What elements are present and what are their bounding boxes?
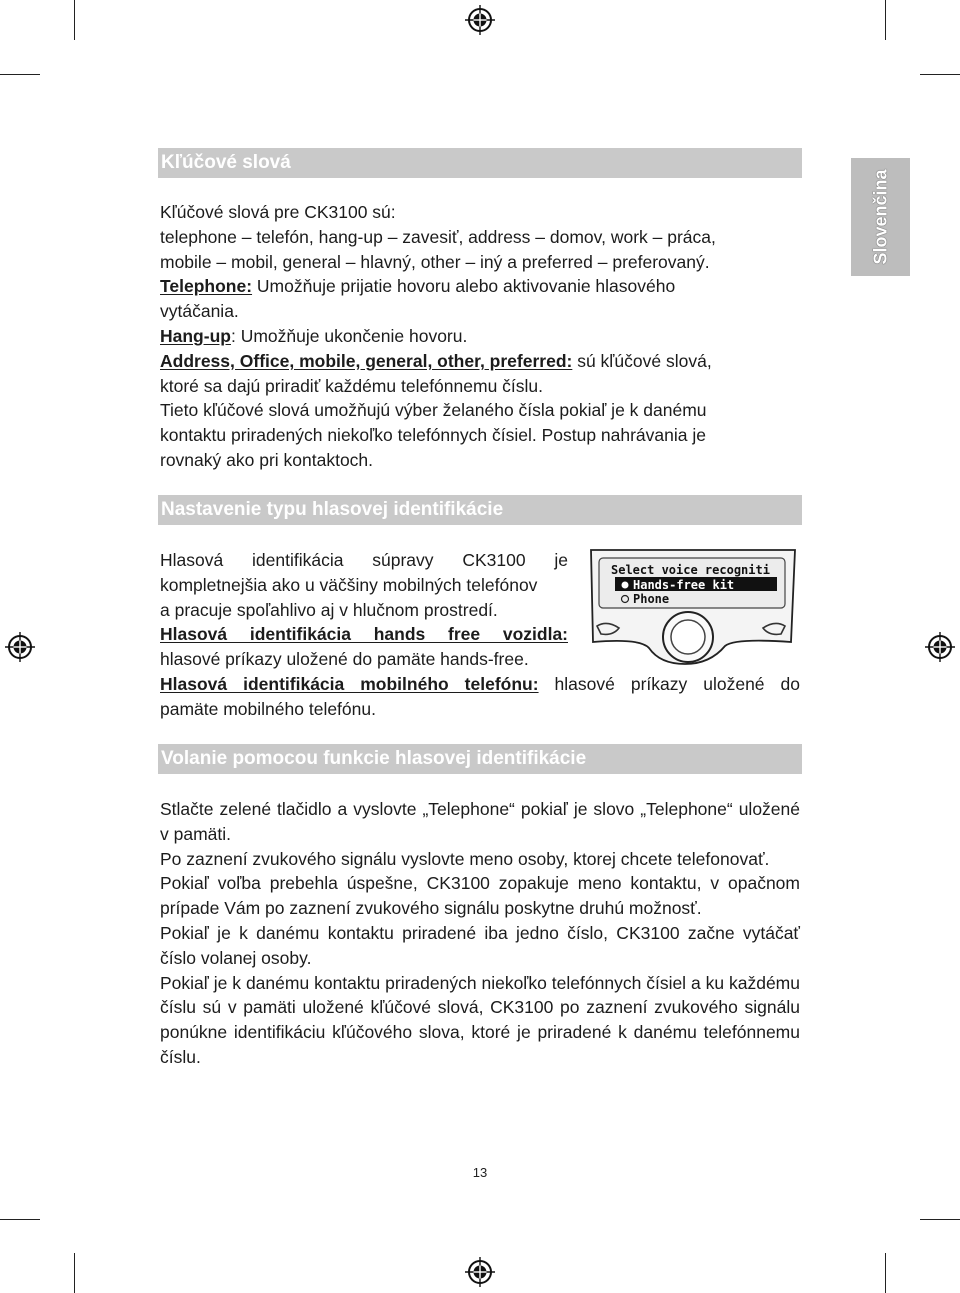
voice-type-text-continued (160, 672, 800, 722)
text-line: pamäte mobilného telefónu. (160, 698, 376, 719)
text-line: rovnaký ako pri kontaktoch. (160, 449, 374, 470)
text-line: mobile – mobil, general – hlavný, other – iný a preferred – preferovaný. (160, 251, 710, 272)
text-line: a pracuje spoľahlivo aj v hlučnom prostredí. (160, 599, 498, 620)
language-tab (851, 158, 910, 276)
registration-mark-icon (465, 5, 495, 35)
keyword-description: hlasové príkazy uložené do (538, 674, 800, 694)
keyword-phone-recognition: Hlasová identifikácia mobilného telefónu: (160, 674, 539, 694)
paragraph: Pokiaľ voľba prebehla úspešne, CK3100 zopakuje meno kontaktu, v opačnom prípade Vám po zaznení zvukového signálu poskytne druhú možnosť. (160, 873, 800, 919)
keyword-hang-up: Hang-up (160, 325, 231, 346)
text-line (160, 274, 800, 299)
text-line: kompletnejšia ako u väčšiny mobilných telefónov (160, 574, 538, 595)
text-line: kontaktu priradených niekoľko telefónnych čísiel. Postup nahrávania je (160, 425, 706, 446)
calling-text (160, 797, 800, 1070)
text-line (160, 324, 800, 349)
text-line: ktoré sa dajú priradiť každému telefónnemu číslu. (160, 375, 544, 396)
crop-mark (920, 1219, 960, 1220)
text-line: Hlasová identifikácia súpravy CK3100 je (160, 550, 568, 570)
crop-mark (920, 74, 960, 75)
device-illustration (585, 546, 800, 666)
paragraph: Stlačte zelené tlačidlo a vyslovte „Telephone“ pokiaľ je slovo „Telephone“ uložené v pamäti. (160, 799, 800, 844)
text-line (160, 622, 568, 647)
text-line: telephone – telefón, hang-up – zavesiť, address – domov, work – práca, (160, 226, 716, 247)
device-screen-header: Select voice recogniti (611, 563, 770, 577)
text-line: hlasové príkazy uložené do pamäte hands-free. (160, 649, 529, 670)
crop-mark (0, 74, 40, 75)
text-line (160, 672, 800, 697)
paragraph: Pokiaľ je k danému kontaktu priradené iba jedno číslo, CK3100 začne vytáčať číslo volanej osoby. (160, 922, 800, 968)
registration-mark-icon (5, 632, 35, 662)
keyword-address-group: Address, Office, mobile, general, other, preferred: (160, 350, 573, 371)
keyword-description: sú kľúčové slová, (572, 350, 712, 371)
crop-mark (885, 0, 886, 40)
keyword-description: : Umožňuje ukončenie hovoru. (230, 325, 468, 346)
voice-type-text (160, 548, 568, 672)
device-option-other: Phone (633, 592, 670, 606)
section-heading-calling: Volanie pomocou funkcie hlasovej identifikácie (158, 744, 802, 774)
section-heading-voice-type: Nastavenie typu hlasovej identifikácie (158, 495, 802, 525)
page-number: 13 (472, 1165, 488, 1180)
crop-mark (0, 1219, 40, 1220)
crop-mark (74, 0, 75, 40)
text-line: Tieto kľúčové slová umožňujú výber želaného čísla pokiaľ je k danému (160, 400, 707, 421)
paragraph: Pokiaľ je k danému kontaktu priradených niekoľko telefónnych čísiel a ku každému číslu sú v pamäti uložené kľúčové slová, CK3100 po zaznení zvukového signálu ponúkne identifikáciu kľúčového slova, ktoré je priradené k danému telefónnemu číslu. (160, 972, 800, 1067)
device-drawing (585, 546, 800, 666)
radio-selected-icon (622, 582, 629, 589)
registration-mark-icon (925, 632, 955, 662)
keyword-telephone: Telephone: (160, 276, 253, 297)
device-option-selected: Hands-free kit (633, 578, 735, 592)
crop-mark (74, 1253, 75, 1293)
text-line: vytáčania. (160, 301, 239, 322)
registration-mark-icon (465, 1257, 495, 1287)
keyword-description: Umožňuje prijatie hovoru alebo aktivovanie hlasového (252, 276, 676, 297)
text-line: Kľúčové slová pre CK3100 sú: (160, 202, 396, 222)
text-line (160, 349, 800, 374)
paragraph: Po zaznení zvukového signálu vyslovte meno osoby, ktorej chcete telefonovať. (160, 848, 770, 869)
section-heading-keywords: Kľúčové slová (158, 148, 802, 178)
language-tab-label: Slovenčina (870, 169, 890, 265)
keyword-hands-free-recognition: Hlasová identifikácia hands free vozidla: (160, 624, 568, 645)
crop-mark (885, 1253, 886, 1293)
keywords-text (160, 200, 800, 473)
